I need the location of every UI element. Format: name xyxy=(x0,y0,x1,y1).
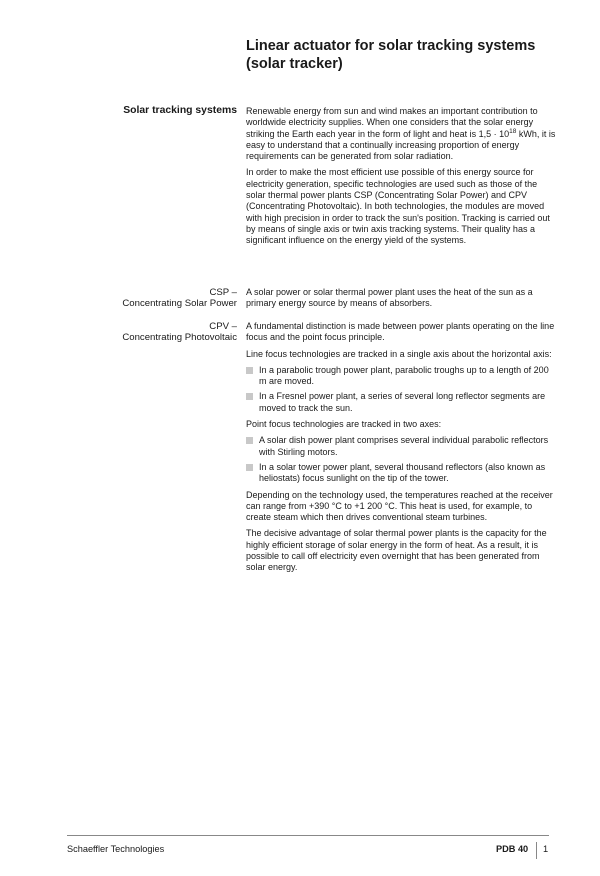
bullet-square-icon xyxy=(246,464,253,471)
title-line-1: Linear actuator for solar tracking systems xyxy=(246,38,536,54)
paragraph: A solar power or solar thermal power plant uses the heat of the sun as a primary energy source by means of absorbers. xyxy=(246,287,533,309)
paragraph: Renewable energy from sun and wind makes an important contribution to worldwide electricity supplies. When one considers that the solar energy striking the Earth each year in the form of light and heat is $1,5 \cdot 10^{18}$ kWh, it is easy to understand that a continually increasing proportion of energy requirements can be generated from solar radiation. xyxy=(246,106,556,162)
section-label-csp: CSP – Concentrating Solar Power xyxy=(122,287,237,310)
list-item: A solar dish power plant comprises several individual parabolic reflectors with Stirling motors. xyxy=(246,435,556,458)
bullet-square-icon xyxy=(246,367,253,374)
paragraph: Line focus technologies are tracked in a single axis about the horizontal axis: xyxy=(246,348,552,359)
page-title xyxy=(246,37,566,73)
bullet-square-icon xyxy=(246,393,253,400)
section-cpv xyxy=(246,321,556,579)
section-label-cpv: CPV – Concentrating Photovoltaic xyxy=(122,321,237,344)
footer-company: Schaeffler Technologies xyxy=(67,844,165,854)
section-label-solar-tracking: Solar tracking systems xyxy=(123,105,237,116)
list-item: In a Fresnel power plant, a series of several long reflector segments are moved to track the sun. xyxy=(246,391,556,414)
footer-page-number: 1 xyxy=(543,844,549,854)
list-item: In a parabolic trough power plant, parabolic troughs up to a length of 200 m are moved. xyxy=(246,365,556,388)
footer-document-id: PDB 40 xyxy=(496,844,529,854)
bullet-square-icon xyxy=(246,437,253,444)
point-focus-list xyxy=(246,435,556,484)
paragraph: Depending on the technology used, the temperatures reached at the receiver can range from +390 °C to +1 200 °C. This heat is used, for example, to create steam which then drives conventional steam turbines. xyxy=(246,489,553,523)
footer-separator xyxy=(536,842,537,859)
paragraph: In order to make the most efficient use possible of this energy source for electricity generation, specific technologies are used such as those of the solar thermal power plants CSP (Concentrating Solar Power) and CPV (Concentrating Photovoltaic). In both technologies, the modules are moved with high precision in order to track the sun's position. Tracking is carried out by means of single axis or twin axis tracking systems. Their quality has a significant influence on the energy yield of the systems. xyxy=(246,167,550,246)
footer-divider xyxy=(67,835,549,836)
paragraph: Point focus technologies are tracked in two axes: xyxy=(246,419,442,430)
section-csp xyxy=(246,287,556,315)
line-focus-list xyxy=(246,365,556,414)
list-item: In a solar tower power plant, several thousand reflectors (also known as heliostats) focus sunlight on the tip of the tower. xyxy=(246,462,556,485)
section-solar-tracking xyxy=(246,106,556,252)
title-line-2: (solar tracker) xyxy=(246,56,343,72)
paragraph: A fundamental distinction is made between power plants operating on the line focus and the point focus principle. xyxy=(246,321,555,343)
paragraph: The decisive advantage of solar thermal power plants is the capacity for the highly efficient storage of solar energy in the form of heat. As a result, it is possible to call off electricity even overnight that has been generated from solar energy. xyxy=(246,528,547,573)
